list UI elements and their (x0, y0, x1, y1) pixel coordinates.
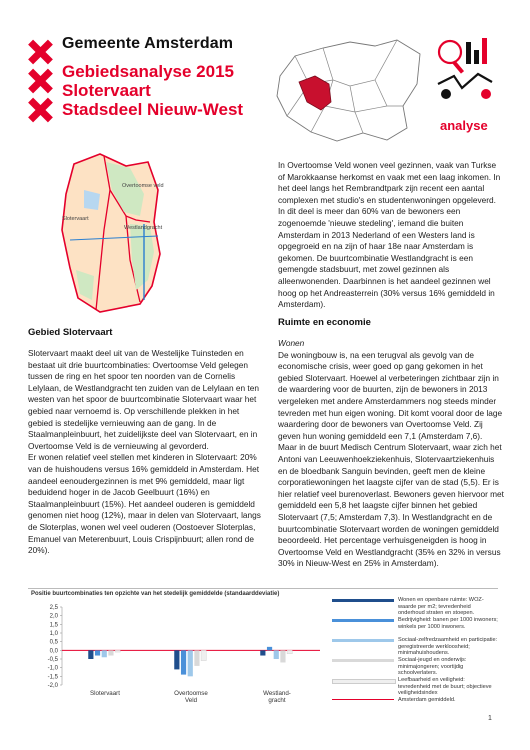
city-cross-icon-2 (29, 70, 51, 92)
x-category-label: Veld (184, 697, 198, 704)
slotervaart-detail-map (40, 150, 190, 318)
y-tick-label: 2,5 (49, 605, 58, 611)
paragraph: In Overtoomse Veld wonen veel gezinnen, vaak van Turkse of Marokkaanse herkomst en vaak met een laag inkomen. In het deel langs het Rembrandtpark zijn recent een aantal complexen met studio's en studentenwoningen opgeleverd. In dit deel is meer dan 60% van de bewoners een zogenoemde 'nieuwe stedeling', iemand die buiten Amsterdam in 2013 Nederland of een Westers land is opgegroeid en na zijn of haar 18e naar Amsterdam is gekomen. De buurtcombinatie Westlandgracht is een gemengde stadsbuurt, met zowel gezinnen als alleenwonenden. Daarbinnen is het aandeel gezinnen wel hoog op het Andreasterrein (30% versus 16% gemiddeld in Amsterdam). (278, 160, 501, 310)
paragraph: De woningbouw is, na een terugval als gevolg van de economische crisis, weer goed op gang gekomen in het gebied Slotervaart. Hoewel al verbeteringen zichtbaar zijn in de waardering voor de buurten, zijn de bewoners in 2013 vergeleken met andere Amsterdammers nog steeds minder tevreden met hun eigen woning. Dit komt vooral door de lage waardering door de bewoners van Overtoomse Veld. Zij geven hun woning gemiddeld een 7,1 (Amsterdam 7,6). (278, 349, 503, 441)
legend-label: Wonen en openbare ruimte: WOZ-waarde per m2; tevredenheid onderhoud straten en stoepen. (398, 597, 484, 617)
legend-swatch (332, 619, 394, 622)
paragraph: Maar in de buurt Medisch Centrum Slotervaart, waar zich het Antoni van Leeuwenhoekziekenhuis, Slotervaartziekenhuis en de bloedbank Sanguin bevinden, geeft men de kleine corporatiewoningen het laagste cijfer van de stad (5,5). Er is hier relatief veel burenoverlast. Bewoners geven hiervoor met gemiddeld een 5,8 het laagste cijfer binnen het gebied Slotervaart (7,5; Amsterdam 7,3). In Westlandgracht en de buurtcombinatie Slotervaart worden de woningen gemiddeld beoordeeld. Het percentage verhuisgeneigden is hoog in Overtoomse Veld en Westlandgracht (35% en 32% in versus 30% in Nieuw-West en 25% in Amsterdam). (278, 442, 504, 569)
bar (102, 650, 107, 657)
city-cross-icon-1 (29, 41, 51, 63)
legend-reference-label: Amsterdam gemiddeld. (398, 697, 456, 703)
y-tick-label: 2,0 (49, 613, 58, 620)
legend-label: Bedrijvigheid: banen per 1000 inwoners; winkels per 1000 inwoners. (398, 617, 498, 630)
bar-chart (28, 599, 328, 711)
legend-label: Sociaal-jeugd en onderwijs: minimajongeren; voortijdig schoolverlaters. (398, 657, 467, 677)
chart-panel (28, 588, 498, 711)
right-column-intro (278, 160, 504, 311)
legend-label: Leefbaarheid en veiligheid: tevredenheid met de buurt; objectieve veiligheidsindex (398, 677, 492, 697)
x-category-label: gracht (268, 697, 286, 704)
subheading-wonen: Wonen (278, 338, 305, 348)
paragraph: Slotervaart maakt deel uit van de Westelijke Tuinsteden en bestaat uit drie buurtcombinaties: Overtoomse Veld gelegen tussen de ring en het spoor ten noorden van de Cornelis Lelylaan, de Westlandgracht ten zuiden van de Lelylaan en ten westen van het spoor de buurtcombinatie Slotervaart waar het gebied naar vernoemd is. Op verschillende plekken in het gebied is stedelijke vernieuwing aan de gang. In de Staalmanpleinbuurt, het zuidelijkste deel van Slotervaart, en in Overtoomse Veld is de vernieuwing al gevorderd. (28, 348, 259, 451)
paragraph: Er wonen relatief veel stellen met kinderen in Slotervaart: 20% van de huishoudens versus 16% gemiddeld in Amsterdam. Het aandeel eenoudergezinnen is met 9% gemiddeld, maar ligt beduidend hoger in de Jacob Geelbuurt (16%) en Staalmanpleinbuurt (15%). Het aandeel ouderen is gemiddeld genomen niet hoog (12%), maar in delen van Slotervaart, langs de Sloterplas, wonen wel veel ouderen (Oostoever Sloterplas, Emanuel van Meterenbuurt, Louis Crispijnbuurt; allen rond de 20%). (28, 452, 261, 556)
municipality-name: Gemeente Amsterdam (62, 35, 234, 52)
city-cross-icon-3 (29, 99, 51, 121)
y-tick-label: 1,5 (49, 622, 58, 629)
analyse-logo-text: analyse (440, 118, 488, 133)
y-tick-label: -1,0 (47, 665, 58, 672)
legend-item (332, 619, 498, 636)
y-tick-label: 0,5 (49, 639, 58, 646)
legend-swatch (332, 679, 396, 684)
y-tick-label: -2,0 (47, 683, 58, 689)
bar (115, 650, 120, 652)
legend-item (332, 659, 498, 676)
bar (260, 650, 265, 655)
bar (267, 647, 272, 650)
analyse-logo (432, 36, 500, 116)
chart-title: Positie buurtcombinaties ten opzichte van het stedelijk gemiddelde (standaarddeviatie) (31, 591, 280, 597)
legend-swatch (332, 639, 394, 642)
area-title: Slotervaart (62, 81, 151, 100)
legend-item (332, 639, 498, 656)
x-category-label: Slotervaart (90, 690, 120, 697)
chart-legend (332, 599, 498, 703)
y-tick-label: -1,5 (47, 674, 58, 681)
section-heading-ruimte: Ruimte en economie (278, 317, 371, 328)
y-tick-label: 0,0 (49, 648, 58, 655)
amsterdam-overview-map (275, 36, 425, 148)
bar (287, 650, 292, 653)
legend-swatch (332, 599, 394, 602)
legend-item-reference (332, 697, 498, 703)
legend-reference-line (332, 699, 394, 700)
legend-item (332, 679, 498, 696)
bar (95, 650, 100, 655)
section-heading-gebied: Gebied Slotervaart (28, 327, 113, 338)
legend-item (332, 599, 498, 616)
bar (174, 650, 179, 669)
page-number: 1 (488, 715, 492, 722)
bar (188, 650, 193, 676)
report-title: Gebiedsanalyse 2015 (62, 62, 235, 81)
bar (181, 650, 186, 674)
bar (88, 650, 93, 659)
map-label-slotervaart: Slotervaart (62, 216, 89, 222)
right-column-text (278, 338, 504, 570)
map-label-overtoomse-veld: Overtoomse veld (122, 183, 164, 189)
legend-label: Sociaal-zelfredzaamheid en participatie: geregistreerde werkloosheid; minimahuishoudens. (398, 637, 498, 657)
legend-swatch (332, 659, 394, 662)
district-title: Stadsdeel Nieuw-West (62, 100, 244, 119)
bar (108, 650, 113, 655)
bar (201, 650, 206, 660)
x-category-label: Overtoomse (174, 690, 208, 697)
bar (194, 650, 199, 666)
y-tick-label: -0,5 (47, 657, 58, 663)
bar (280, 650, 285, 662)
map-label-westlandgracht: Westlandgracht (124, 225, 163, 231)
bar (274, 650, 279, 659)
left-column-text (28, 348, 266, 557)
y-tick-label: 1,0 (49, 631, 58, 637)
x-category-label: Westland- (263, 690, 291, 697)
